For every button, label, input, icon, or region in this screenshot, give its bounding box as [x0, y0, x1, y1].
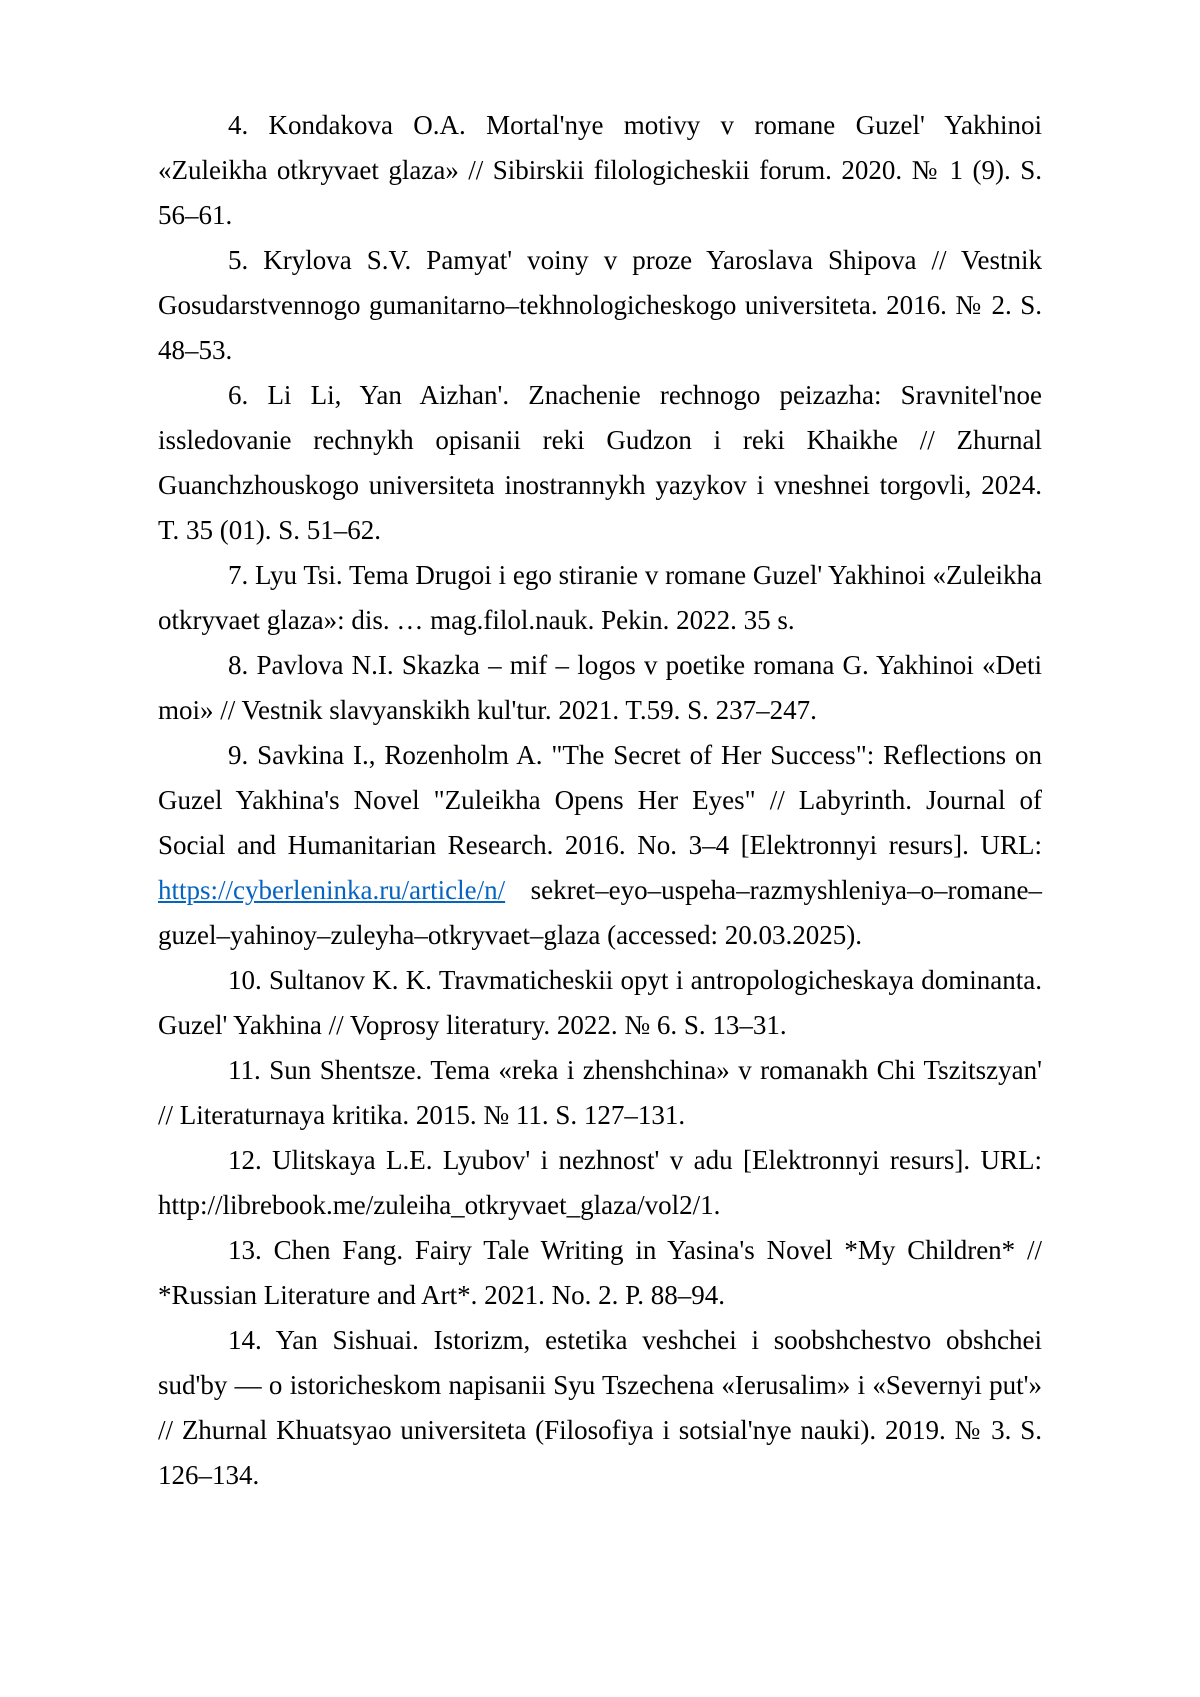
reference-item	[158, 1228, 1042, 1318]
references-list	[158, 103, 1042, 1498]
reference-number: 14.	[228, 1325, 262, 1355]
reference-text: Sun Shentsze. Tema «reka i zhenshchina» v romanakh Chi Tszitszyan' // Literaturnaya kritika. 2015. № 11. S. 127–131.	[158, 1055, 1042, 1130]
reference-text: sekret–eyo–uspeha–razmyshleniya–o–romane–guzel–yahinoy–zuleyha–otkryvaet–glaza (accessed: 20.03.2025).	[158, 875, 1042, 950]
reference-item	[158, 958, 1042, 1048]
reference-number: 13.	[228, 1235, 262, 1265]
reference-item	[158, 733, 1042, 958]
reference-text: Sultanov K. K. Travmaticheskii opyt i antropologicheskaya dominanta. Guzel' Yakhina // Voprosy literatury. 2022. № 6. S. 13–31.	[158, 965, 1042, 1040]
reference-text: Yan Sishuai. Istorizm, estetika veshchei i soobshchestvo obshchei sud'by — o istoricheskom napisanii Syu Tszechena «Ierusalim» i «Severnyi put'» // Zhurnal Khuatsyao universiteta (Filosofiya i sotsial'nye nauki). 2019. № 3. S. 126–134.	[158, 1325, 1042, 1490]
reference-number: 5.	[228, 245, 249, 275]
reference-number: 10.	[228, 965, 262, 995]
reference-text: Ulitskaya L.E. Lyubov' i nezhnost' v adu [Elektronnyi resurs]. URL: http://librebook.me/zuleiha_otkryvaet_glaza/vol2/1.	[158, 1145, 1042, 1220]
reference-number: 12.	[228, 1145, 262, 1175]
reference-text: Chen Fang. Fairy Tale Writing in Yasina's Novel *My Children* // *Russian Literature and Art*. 2021. No. 2. P. 88–94.	[158, 1235, 1042, 1310]
reference-number: 11.	[228, 1055, 261, 1085]
reference-text: Pavlova N.I. Skazka – mif – logos v poetike romana G. Yakhinoi «Deti moi» // Vestnik slavyanskikh kul'tur. 2021. T.59. S. 237–247.	[158, 650, 1042, 725]
reference-link[interactable]: https://cyberleninka.ru/article/n/	[158, 875, 506, 905]
reference-item	[158, 373, 1042, 553]
reference-text: Li Li, Yan Aizhan'. Znachenie rechnogo peizazha: Sravnitel'noe issledovanie rechnykh opisanii reki Gudzon i reki Khaikhe // Zhurnal Guanchzhouskogo universiteta inostrannykh yazykov i vneshnei torgovli, 2024. T. 35 (01). S. 51–62.	[158, 380, 1042, 545]
reference-number: 6.	[228, 380, 249, 410]
reference-item	[158, 643, 1042, 733]
reference-number: 9.	[228, 740, 249, 770]
reference-number: 4.	[228, 110, 249, 140]
reference-text: Kondakova O.A. Mortal'nye motivy v romane Guzel' Yakhinoi «Zuleikha otkryvaet glaza» // Sibirskii filologicheskii forum. 2020. № 1 (9). S. 56–61.	[158, 110, 1042, 230]
reference-number: 8.	[228, 650, 249, 680]
reference-item	[158, 1318, 1042, 1498]
reference-item	[158, 1048, 1042, 1138]
reference-text: Savkina I., Rozenholm A. "The Secret of Her Success": Reflections on Guzel Yakhina's Novel "Zuleikha Opens Her Eyes" // Labyrinth. Journal of Social and Humanitarian Research. 2016. No. 3–4 [Elektronnyi resurs]. URL:	[158, 740, 1043, 860]
reference-item	[158, 553, 1042, 643]
reference-text: Lyu Tsi. Tema Drugoi i ego stiranie v romane Guzel' Yakhinoi «Zuleikha otkryvaet glaza»: dis. … mag.filol.nauk. Pekin. 2022. 35 s.	[158, 560, 1042, 635]
reference-text: Krylova S.V. Pamyat' voiny v proze Yaroslava Shipova // Vestnik Gosudarstvennogo gumanitarno–tekhnologicheskogo universiteta. 2016. № 2. S. 48–53.	[158, 245, 1042, 365]
reference-number: 7.	[228, 560, 249, 590]
reference-item	[158, 238, 1042, 373]
reference-item	[158, 103, 1042, 238]
reference-item	[158, 1138, 1042, 1228]
